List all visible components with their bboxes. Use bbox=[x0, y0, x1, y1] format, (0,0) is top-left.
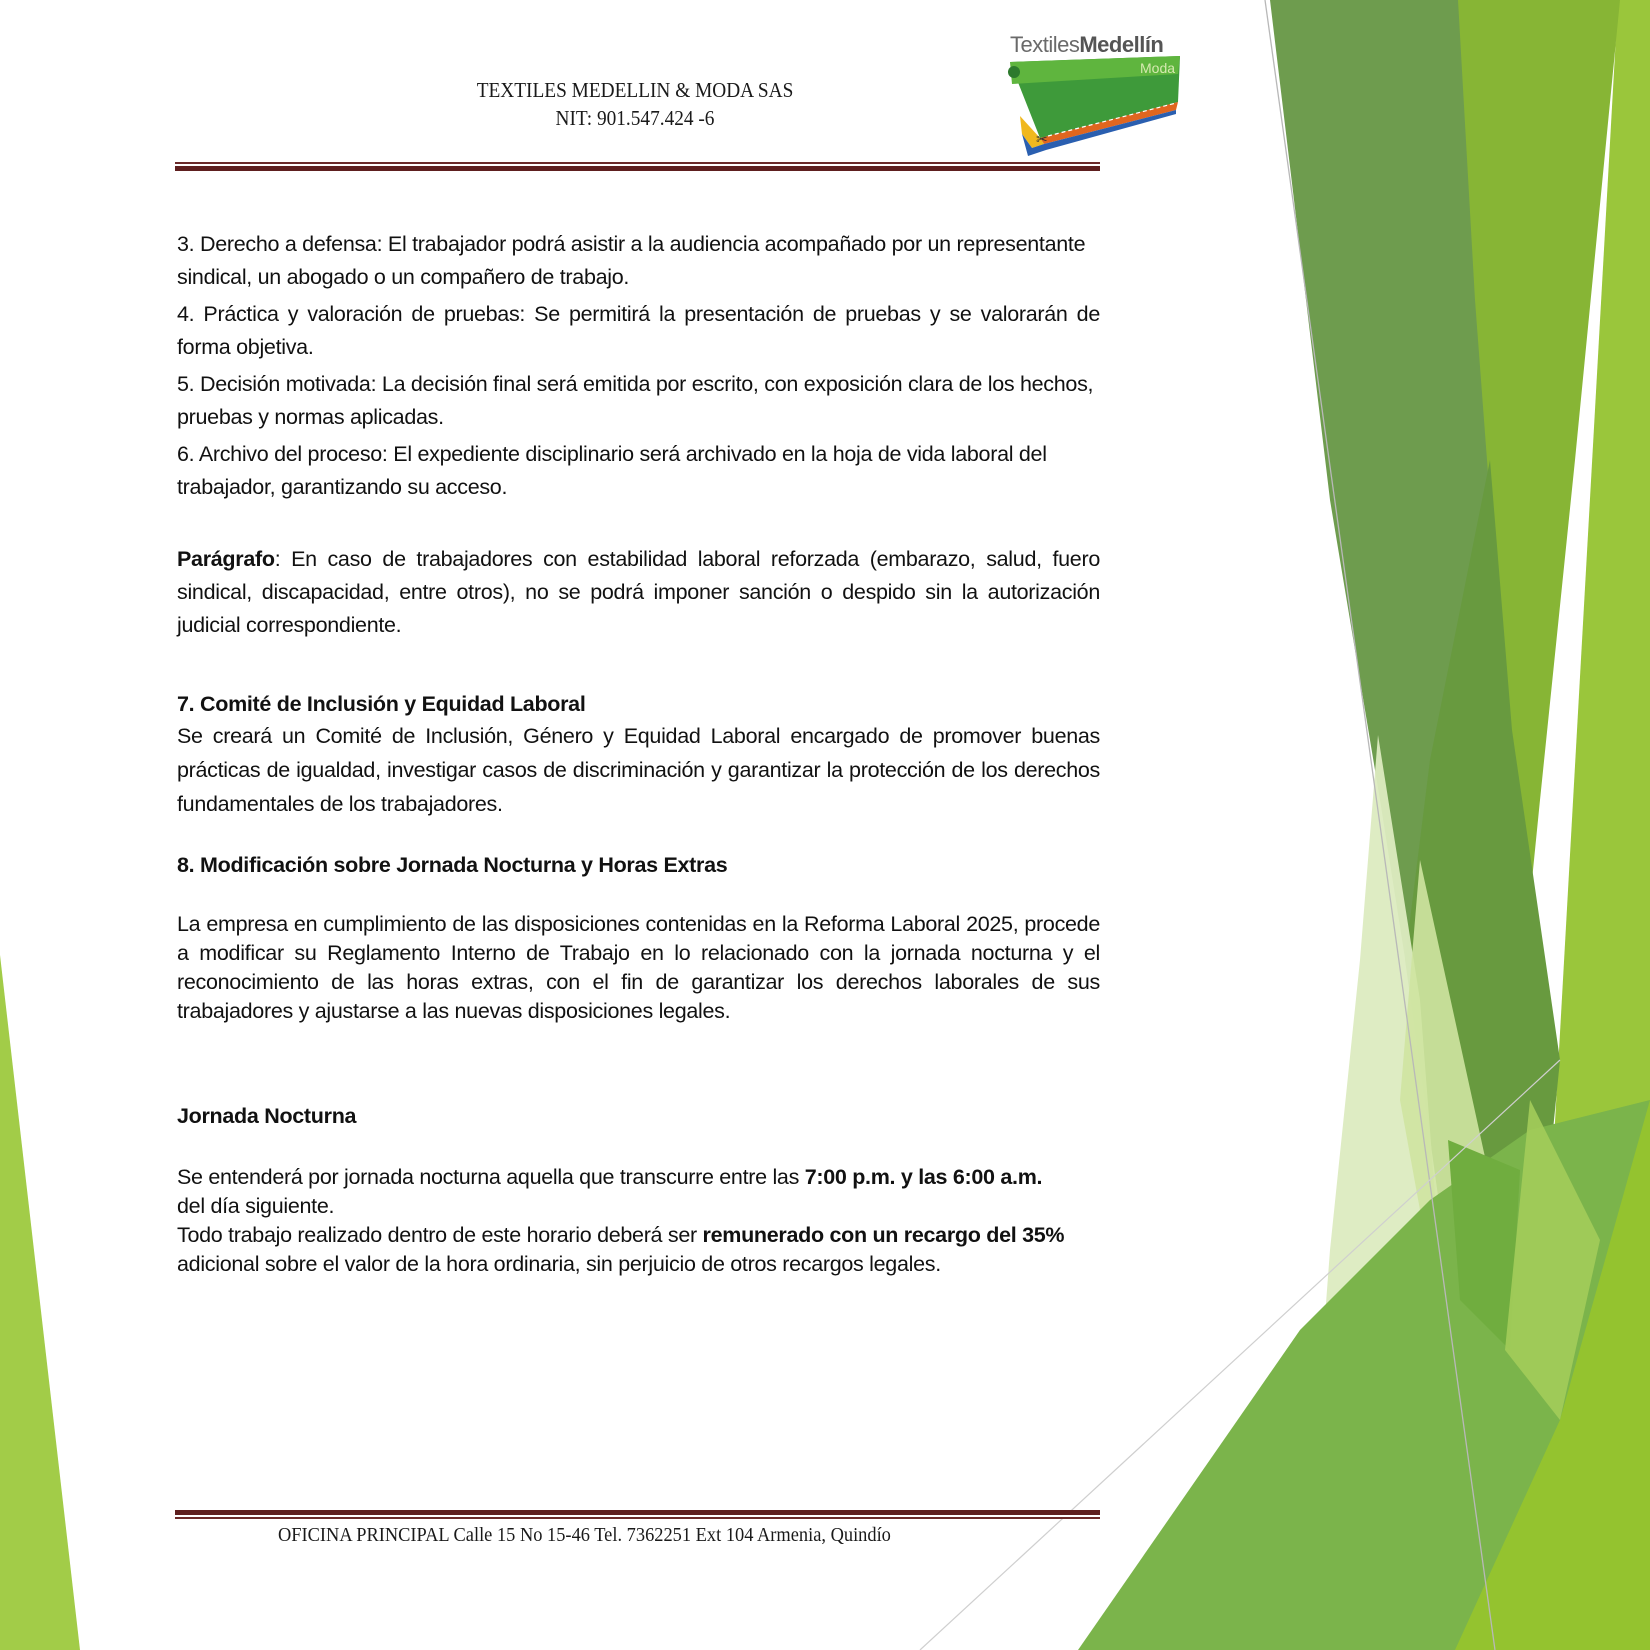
paragrafo-label: Parágrafo bbox=[177, 547, 275, 571]
jornada-nocturna-title: Jornada Nocturna bbox=[177, 1104, 357, 1128]
list-item: 4. Práctica y valoración de pruebas: Se permitirá la presentación de pruebas y se valorarán de forma objetiva. bbox=[177, 302, 1100, 359]
header-rule bbox=[175, 162, 1100, 171]
paragrafo-paragraph: Parágrafo: En caso de trabajadores con estabilidad laboral reforzada (embarazo, salud, fuero sindical, discapacidad, entre otros), no se podrá imponer sanción o despido sin la autorización judicial correspondiente. bbox=[177, 547, 1100, 637]
company-nit: NIT: 901.547.424 -6 bbox=[555, 106, 715, 130]
logo-wordmark: TextilesMedellín bbox=[1010, 32, 1164, 57]
letterhead bbox=[400, 76, 869, 132]
section-8-title: 8. Modificación sobre Jornada Nocturna y Horas Extras bbox=[177, 853, 728, 877]
logo-subtitle: Moda bbox=[1140, 60, 1176, 76]
svg-text:✂: ✂ bbox=[1036, 132, 1048, 148]
list-item: 6. Archivo del proceso: El expediente disciplinario será archivado en la hoja de vida laboral del trabajador, garantizando su acceso. bbox=[177, 442, 1047, 499]
section-7-title: 7. Comité de Inclusión y Equidad Laboral bbox=[177, 692, 586, 716]
footer-rule bbox=[175, 1510, 1100, 1519]
section-8-text: La empresa en cumplimiento de las disposiciones contenidas en la Reforma Laboral 2025, procede a modificar su Reglamento Interno de Trabajo en lo relacionado con la jornada nocturna y el reconocimiento de las horas extras, con el fin de garantizar los derechos laborales de sus trabajadores y ajustarse a las nuevas disposiciones legales. bbox=[177, 912, 1100, 1023]
company-name: TEXTILES MEDELLIN & MODA SAS bbox=[476, 78, 794, 102]
list-item: 5. Decisión motivada: La decisión final será emitida por escrito, con exposición clara de los hechos, pruebas y normas aplicadas. bbox=[177, 372, 1094, 429]
company-logo bbox=[1000, 26, 1190, 161]
jornada-nocturna-text-2: Todo trabajo realizado dentro de este horario deberá ser remunerado con un recargo del 35% adicional sobre el valor de la hora ordinaria, sin perjuicio de otros recargos legales. bbox=[177, 1223, 1065, 1276]
section-7-text: Se creará un Comité de Inclusión, Género y Equidad Laboral encargado de promover buenas prácticas de igualdad, investigar casos de discriminación y garantizar la protección de los derechos fundamentales de los trabajadores. bbox=[177, 724, 1100, 816]
footer-address: OFICINA PRINCIPAL Calle 15 No 15-46 Tel. 7362251 Ext 104 Armenia, Quindío bbox=[278, 1524, 891, 1546]
list-item: 3. Derecho a defensa: El trabajador podrá asistir a la audiencia acompañado por un representante sindical, un abogado o un compañero de trabajo. bbox=[177, 232, 1086, 289]
jornada-nocturna-text-1: Se entenderá por jornada nocturna aquella que transcurre entre las 7:00 p.m. y las 6:00 a.m. del día siguiente. bbox=[177, 1165, 1043, 1218]
document-body bbox=[177, 228, 1100, 1279]
